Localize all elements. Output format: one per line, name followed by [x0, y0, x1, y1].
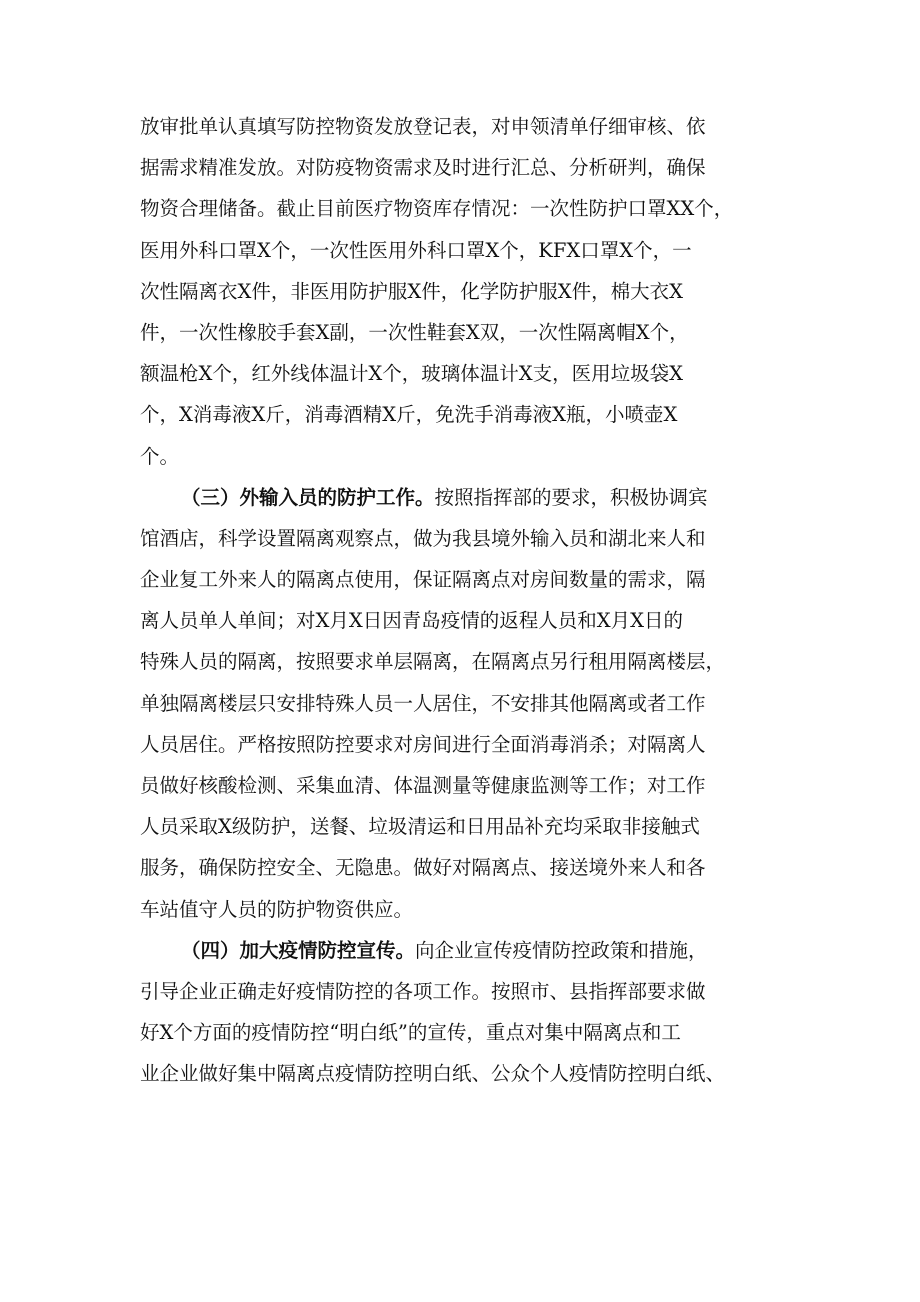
paragraph-publicity: [140, 930, 800, 1095]
text-line: 额温枪X个，红外线体温计X个，玻璃体温计X支，医用垃圾袋X: [140, 362, 684, 386]
text-line: 次性隔离衣X件，非医用防护服X件，化学防护服X件，棉大衣X: [140, 279, 684, 303]
text-run: 向企业宣传疫情防控政策和措施，: [415, 938, 708, 962]
text-line: 物资合理储备。截止目前医疗物资库存情况：一次性防护口罩XX个，: [140, 197, 734, 221]
paragraph-input-personnel-protection: [140, 477, 800, 930]
section-heading: （四）加大疫情防控宣传。: [181, 938, 416, 962]
text-line: 人员居住。严格按照防控要求对房间进行全面消毒消杀；对隔离人: [140, 732, 706, 756]
text-line: 服务，确保防控安全、无隐患。做好对隔离点、接送境外来人和各: [140, 856, 706, 880]
text-line: 人员采取X级防护，送餐、垃圾清运和日用品补充均采取非接触式: [140, 815, 700, 839]
text-run: 按照指挥部的要求，积极协调宾: [434, 485, 708, 509]
text-line-first: [140, 477, 800, 518]
text-line: 医用外科口罩X个，一次性医用外科口罩X个，KFX口罩X个，一: [140, 238, 692, 262]
text-line: 个，X消毒液X斤，消毒酒精X斤，免洗手消毒液X瓶，小喷壶X: [140, 403, 678, 427]
text-line: 特殊人员的隔离，按照要求单层隔离，在隔离点另行租用隔离楼层，: [140, 650, 726, 674]
text-line: 企业复工外来人的隔离点使用，保证隔离点对房间数量的需求，隔: [140, 568, 706, 592]
text-line: 件，一次性橡胶手套X副，一次性鞋套X双，一次性隔离帽X个，: [140, 320, 689, 344]
text-line: 业企业做好集中隔离点疫情防控明白纸、公众个人疫情防控明白纸、: [140, 1062, 726, 1086]
section-heading: （三）外输入员的防护工作。: [181, 485, 435, 509]
text-line: 个。: [140, 444, 180, 468]
text-line: 离人员单人单间；对X月X日因青岛疫情的返程人员和X月X日的: [140, 609, 684, 633]
text-line: 据需求精准发放。对防疫物资需求及时进行汇总、分析研判，确保: [140, 156, 706, 180]
paragraph-medical-supplies: [140, 106, 800, 477]
text-line: 馆酒店，科学设置隔离观察点，做为我县境外输入员和湖北来人和: [140, 526, 706, 550]
text-line-first: [140, 930, 800, 971]
text-line: 车站值守人员的防护物资供应。: [140, 897, 414, 921]
text-line: 员做好核酸检测、采集血清、体温测量等健康监测等工作；对工作: [140, 774, 706, 797]
document-body: [140, 106, 800, 1095]
text-line: 好X个方面的疫情防控“明白纸”的宣传，重点对集中隔离点和工: [140, 1021, 681, 1045]
text-line: 放审批单认真填写防控物资发放登记表，对申领清单仔细审核、依: [140, 115, 706, 138]
text-line: 单独隔离楼层只安排特殊人员一人居住，不安排其他隔离或者工作: [140, 691, 706, 715]
text-line: 引导企业正确走好疫情防控的各项工作。按照市、县指挥部要求做: [140, 979, 706, 1003]
